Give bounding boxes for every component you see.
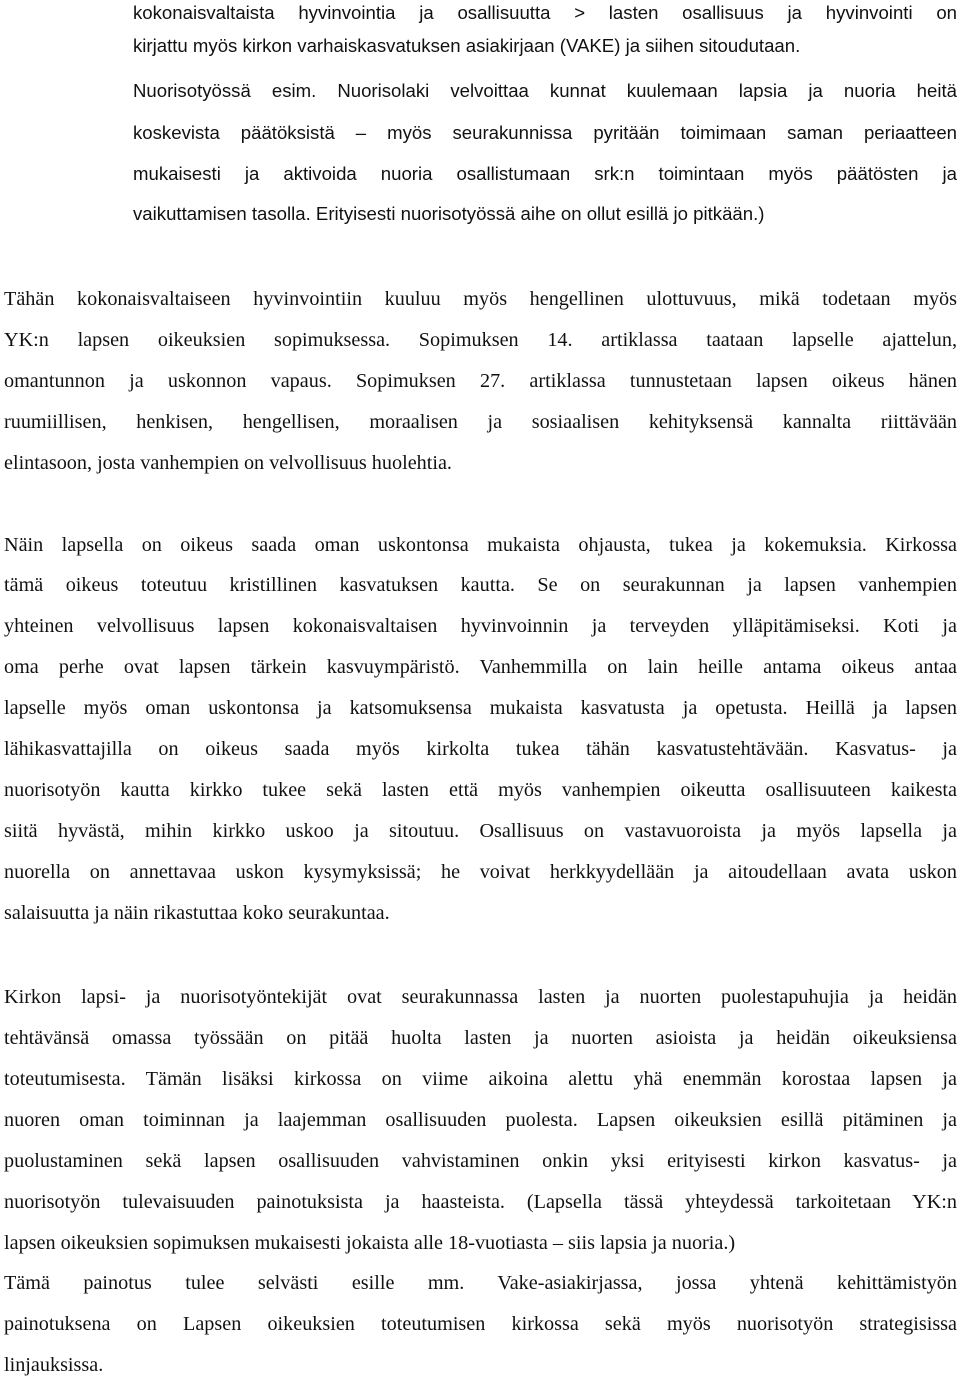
text-line: lapselle myös oman uskontonsa ja katsomuksensa mukaista kasvatusta ja opetusta. Heillä ja lapsen xyxy=(4,697,957,719)
text-line: YK:n lapsen oikeuksien sopimuksessa. Sopimuksen 14. artiklassa taataan lapselle ajattelun, xyxy=(4,329,957,351)
text-line: tehtävänsä omassa työssään on pitää huolta lasten ja nuorten asioista ja heidän oikeuksiensa xyxy=(4,1027,957,1049)
text-line: nuoren oman toiminnan ja laajemman osallisuuden puolesta. Lapsen oikeuksien esillä pitäminen ja xyxy=(4,1109,957,1131)
text-line: Näin lapsella on oikeus saada oman uskontonsa mukaista ohjausta, tukea ja kokemuksia. Kirkossa xyxy=(4,534,957,556)
text-line: Kirkon lapsi- ja nuorisotyöntekijät ovat seurakunnassa lasten ja nuorten puolestapuhujia ja heidän xyxy=(4,986,957,1008)
text-line: omantunnon ja uskonnon vapaus. Sopimuksen 27. artiklassa tunnustetaan lapsen oikeus hänen xyxy=(4,370,957,392)
text-line: nuorella on annettavaa uskon kysymyksissä; he voivat herkkyydellään ja aitoudellaan avata uskon xyxy=(4,861,957,883)
text-line: ruumiillisen, henkisen, hengellisen, moraalisen ja sosiaalisen kehityksensä kannalta riittävään xyxy=(4,411,957,433)
text-line: puolustaminen sekä lapsen osallisuuden vahvistaminen onkin yksi erityisesti kirkon kasvatus- ja xyxy=(4,1150,957,1172)
text-line: lähikasvattajilla on oikeus saada myös kirkolta tukea tähän kasvatustehtävään. Kasvatus- ja xyxy=(4,738,957,760)
text-line: tämä oikeus toteutuu kristillinen kasvatuksen kautta. Se on seurakunnan ja lapsen vanhempien xyxy=(4,574,957,596)
text-line: koskevista päätöksistä – myös seurakunnissa pyritään toimimaan saman periaatteen xyxy=(133,122,957,143)
text-line: kokonaisvaltaista hyvinvointia ja osallisuutta > lasten osallisuus ja hyvinvointi on xyxy=(133,2,957,23)
text-line: yhteinen velvollisuus lapsen kokonaisvaltaisen hyvinvoinnin ja terveyden ylläpitämiseksi. Koti ja xyxy=(4,615,957,637)
text-line: mukaisesti ja aktivoida nuoria osallistumaan srk:n toimintaan myös päätösten ja xyxy=(133,163,957,184)
text-line: painotuksena on Lapsen oikeuksien toteutumisen kirkossa sekä myös nuorisotyön strategisissa xyxy=(4,1313,957,1335)
text-line: lapsen oikeuksien sopimuksen mukaisesti jokaista alle 18-vuotiasta – siis lapsia ja nuoria.) xyxy=(4,1232,736,1254)
text-line: siitä hyvästä, mihin kirkko uskoo ja sitoutuu. Osallisuus on vastavuoroista ja myös lapsella ja xyxy=(4,820,957,842)
text-line: nuorisotyön tulevaisuuden painotuksista ja haasteista. (Lapsella tässä yhteydessä tarkoitetaan YK:n xyxy=(4,1191,957,1213)
text-line: elintasoon, josta vanhempien on velvollisuus huolehtia. xyxy=(4,452,452,474)
text-line: Tähän kokonaisvaltaiseen hyvinvointiin kuuluu myös hengellinen ulottuvuus, mikä todetaan myös xyxy=(4,288,957,310)
text-line: nuorisotyön kautta kirkko tukee sekä lasten että myös vanhempien oikeutta osallisuuteen kaikesta xyxy=(4,779,957,801)
text-line: oma perhe ovat lapsen tärkein kasvuympäristö. Vanhemmilla on lain heille antama oikeus antaa xyxy=(4,656,957,678)
text-line: salaisuutta ja näin rikastuttaa koko seurakuntaa. xyxy=(4,902,390,924)
text-line: Tämä painotus tulee selvästi esille mm. Vake-asiakirjassa, jossa yhtenä kehittämistyön xyxy=(4,1272,957,1294)
text-line: kirjattu myös kirkon varhaiskasvatuksen asiakirjaan (VAKE) ja siihen sitoudutaan. xyxy=(133,35,801,56)
text-line: linjauksissa. xyxy=(4,1354,104,1376)
text-line: toteutumisesta. Tämän lisäksi kirkossa on viime aikoina alettu yhä enemmän korostaa lapsen ja xyxy=(4,1068,957,1090)
text-line: vaikuttamisen tasolla. Erityisesti nuorisotyössä aihe on ollut esillä jo pitkään.) xyxy=(133,203,765,224)
text-line: Nuorisotyössä esim. Nuorisolaki velvoittaa kunnat kuulemaan lapsia ja nuoria heitä xyxy=(133,80,957,101)
